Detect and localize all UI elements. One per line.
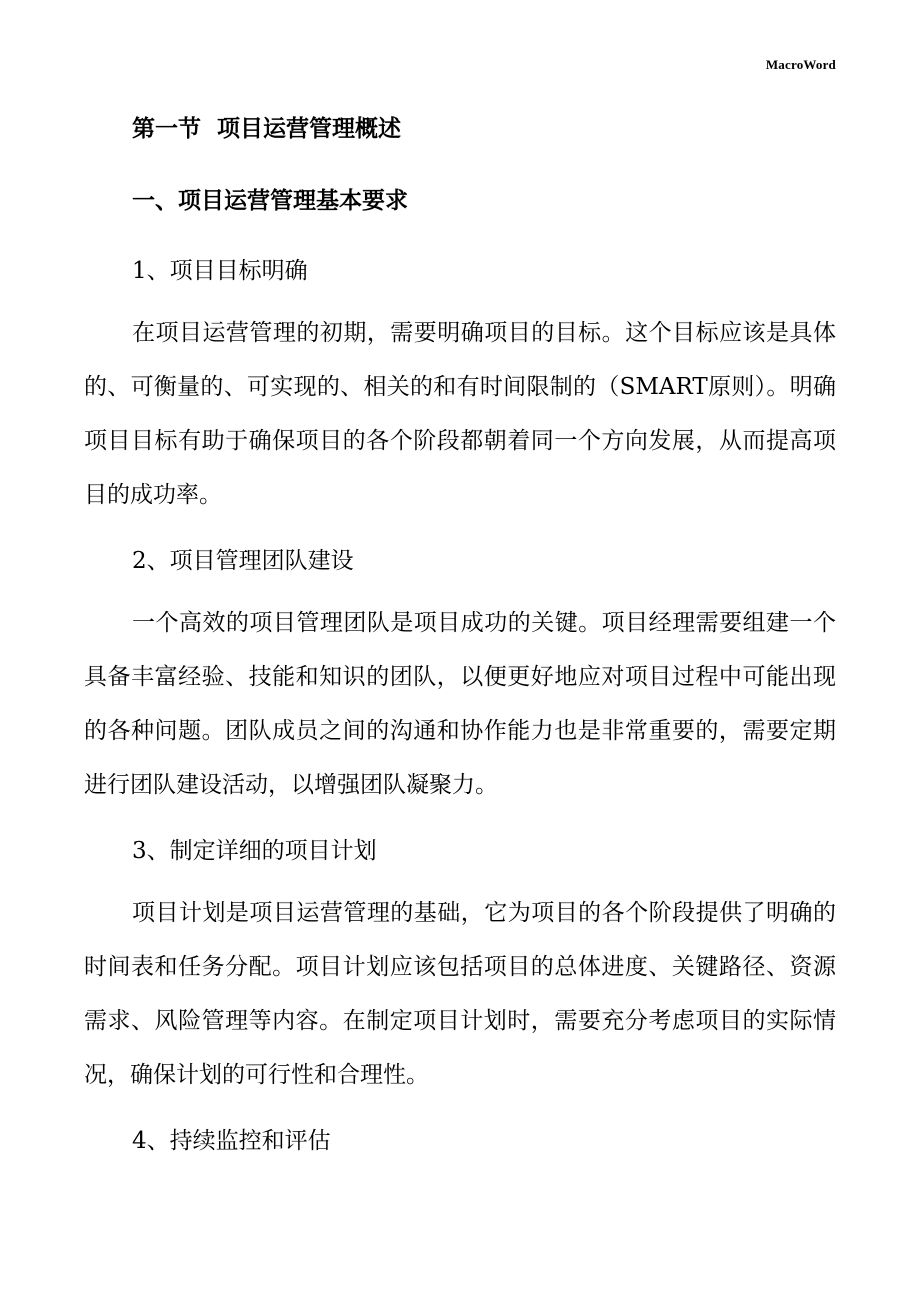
section-title: 第一节 项目运营管理概述 xyxy=(132,115,402,142)
item-body-1: 在项目运营管理的初期，需要明确项目的目标。这个目标应该是具体的、可衡量的、可实现的、相关的和有时间限制的（SMART原则）。明确项目目标有助于确保项目的各个阶段都朝着同一个方向发展，从而提高项目的成功率。 xyxy=(84,320,836,508)
item-heading-2: 2、项目管理团队建设 xyxy=(132,548,354,574)
header-brand: MacroWord xyxy=(765,57,836,72)
subsection-title: 一、项目运营管理基本要求 xyxy=(132,187,408,214)
document-body xyxy=(84,112,836,1158)
item-body-2: 一个高效的项目管理团队是项目成功的关键。项目经理需要组建一个具备丰富经验、技能和知识的团队，以便更好地应对项目过程中可能出现的各种问题。团队成员之间的沟通和协作能力也是非常重要的，需要定期进行团队建设活动，以增强团队凝聚力。 xyxy=(84,610,836,798)
item-heading-1: 1、项目目标明确 xyxy=(132,258,308,284)
item-body-3: 项目计划是项目运营管理的基础，它为项目的各个阶段提供了明确的时间表和任务分配。项目计划应该包括项目的总体进度、关键路径、资源需求、风险管理等内容。在制定项目计划时，需要充分考虑项目的实际情况，确保计划的可行性和合理性。 xyxy=(84,900,836,1088)
item-heading-4: 4、持续监控和评估 xyxy=(132,1128,331,1154)
item-heading-3: 3、制定详细的项目计划 xyxy=(132,838,377,864)
